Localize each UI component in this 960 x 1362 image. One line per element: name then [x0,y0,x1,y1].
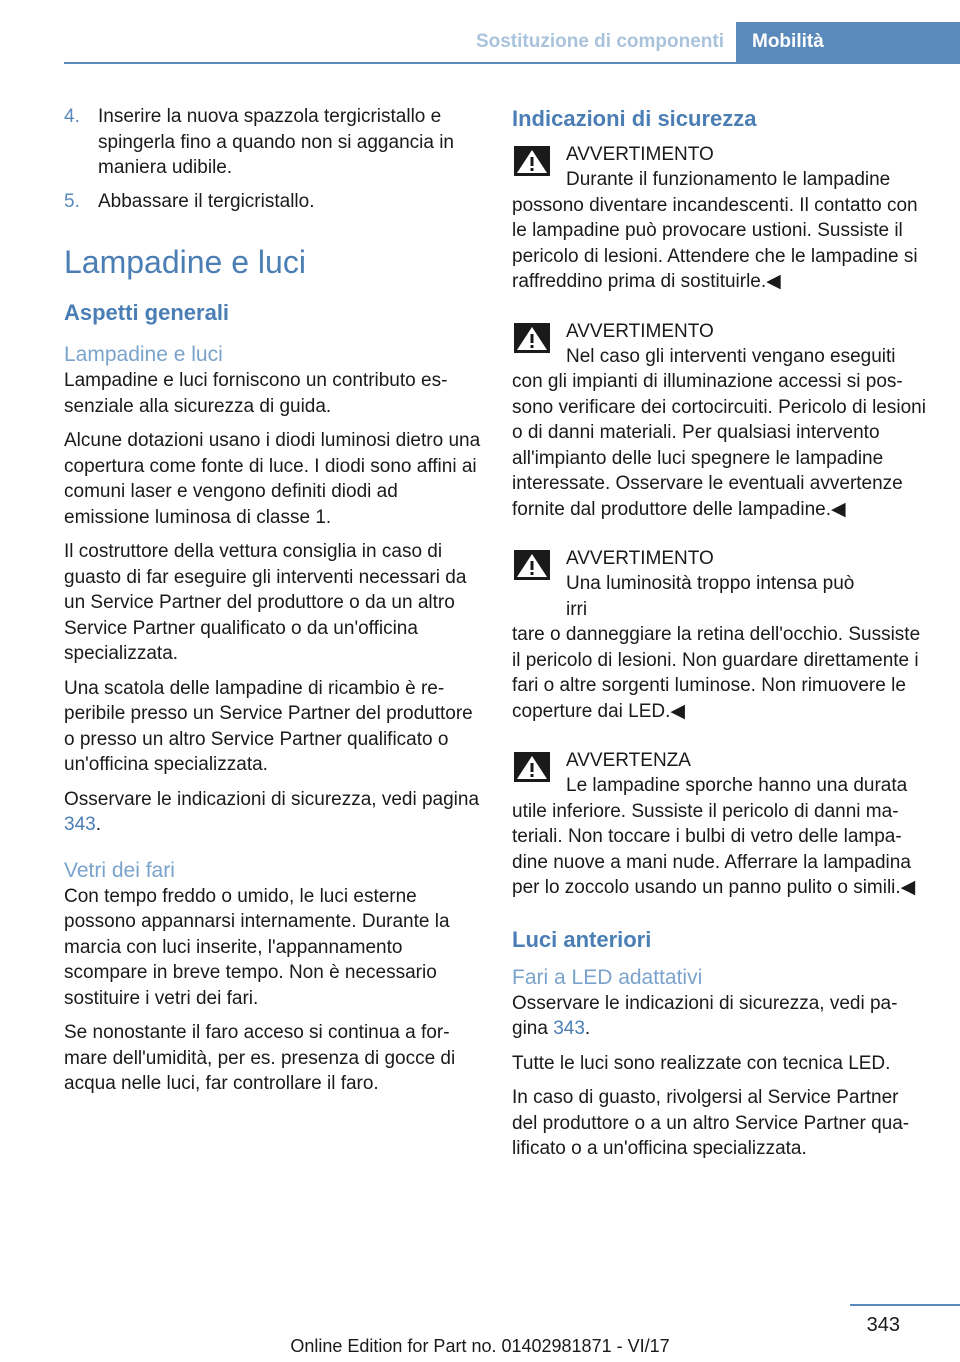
paragraph: Con tempo freddo o umido, le luci esterne possono appannarsi internamente. Durante la marcia con luci inserite, l'appannamento scompare in breve tempo. Non è necessario sostituire i vetri dei fari. [64,885,450,1009]
warning-text: utile inferiore. Sussiste il pericolo di danni materiali. Non toccare i bulbi di vetro delle lampadine nuove a mani nude. Afferrare la lampadina per lo zoccolo usando un panno pulito o simili.◀ [512,800,916,898]
warning-block [512,142,926,295]
topic-heading: Vetri dei fari [64,858,175,882]
step-item [64,104,482,181]
warning-text: con gli impianti di illuminazione accessi si possono verificare dei cortocircuiti. Pericolo di lesioni o di danni materiali. Per qualsiasi intervento all'impianto delle luci spegnere le lampadine interessate. Osservare le eventuali avvertenze fornite dal produttore delle lampadine.◀ [512,371,926,520]
step-number: 5. [64,190,80,212]
warning-triangle-icon [514,550,550,580]
subsection-heading: Luci anteriori [512,926,652,952]
warning-text: Durante il funzionamento le lampadine [566,169,891,190]
warning-title: AVVERTIMENTO [566,320,714,342]
paragraph: Una scatola delle lampadine di ricambio è reperibile presso un Service Partner del produttore o presso un altro Service Partner qualificato o un'officina specializzata. [64,677,473,775]
step-text: Inserire la nuova spazzola tergicristallo e spingerla fino a quando non si aggancia in maniera udibile. [98,106,454,178]
step-number: 4. [64,106,80,127]
warning-text: possono diventare incandescenti. Il contatto con le lampadine può provocare ustioni. Sussiste il pericolo di lesioni. Attendere che le lampadine si raffreddino prima di sostituirle.◀ [512,194,918,292]
paragraph: Il costruttore della vettura consiglia in caso di guasto di far eseguire gli interventi necessari da un Service Partner del produttore o da un altro Service Partner qualificato o da un'officina specializzata. [64,541,467,664]
edition-footer: Online Edition for Part no. 01402981871 - VI/17 [290,1336,670,1356]
warning-block [512,546,926,724]
left-column [64,104,482,1106]
warning-text: Nel caso gli interventi vengano eseguiti [566,345,896,367]
page-link[interactable]: 343 [553,1018,585,1039]
header-rule [64,62,960,64]
topic-heading: Fari a LED adattativi [512,965,703,989]
warning-title: AVVERTIMENTO [566,548,714,569]
warning-text: Le lampadine sporche hanno una durata [566,775,908,796]
paragraph: Alcune dotazioni usano i diodi luminosi dietro una copertura come fonte di luce. I diodi sono affini ai comuni laser e vengono definiti diodi ad emissione luminosa di classe 1. [64,430,481,528]
paragraph: Tutte le luci sono realizzate con tecnica LED. [512,1052,891,1074]
warning-triangle-icon [514,323,550,353]
section-heading: Lampadine e luci [64,244,306,280]
right-column [512,104,926,1171]
warning-title: AVVERTIMENTO [566,144,714,165]
warning-text: Una luminosità troppo intensa può irri [566,573,855,620]
header-chapter-tab: Mobilità [736,22,960,62]
footer-rule [850,1304,960,1306]
step-list [64,104,482,214]
paragraph [512,991,926,1042]
warning-title: AVVERTENZA [566,750,691,771]
step-item [64,189,482,215]
page-number: 343 [866,1314,900,1336]
warning-block [512,319,926,523]
step-text: Abbassare il tergicristallo. [98,190,315,212]
paragraph-text: Osservare le indicazioni di sicurezza, vedi pagina [512,992,898,1039]
paragraph: Lampadine e luci forniscono un contributo essenziale alla sicurezza di guida. [64,370,448,417]
paragraph [64,787,482,838]
warning-block [512,748,926,901]
warning-triangle-icon [514,146,550,176]
paragraph: Se nonostante il faro acceso si continua a formare dell'umidità, per es. presenza di gocce di acqua nelle luci, far controllare il faro. [64,1022,456,1094]
header-section-title: Sostituzione di componenti [475,31,724,52]
warning-text: tare o danneggiare la retina dell'occhio. Sussiste il pericolo di lesioni. Non guardare direttamente i fari o altre sorgenti luminose. Non rimuovere le coperture dai LED.◀ [512,624,921,722]
paragraph-text: . [584,1018,591,1039]
page-link[interactable]: 343 [64,814,96,835]
subsection-heading: Aspetti generali [64,300,230,325]
paragraph: In caso di guasto, rivolgersi al Service Partner del produttore o a un altro Service Partner qualificato o a un'officina specializzata. [512,1087,910,1159]
paragraph-text: . [95,814,101,835]
topic-heading: Lampadine e luci [64,343,223,366]
warning-triangle-icon [514,752,550,782]
paragraph-text: Osservare le indicazioni di sicurezza, vedi pagina [64,788,480,810]
subsection-heading: Indicazioni di sicurezza [512,106,757,131]
